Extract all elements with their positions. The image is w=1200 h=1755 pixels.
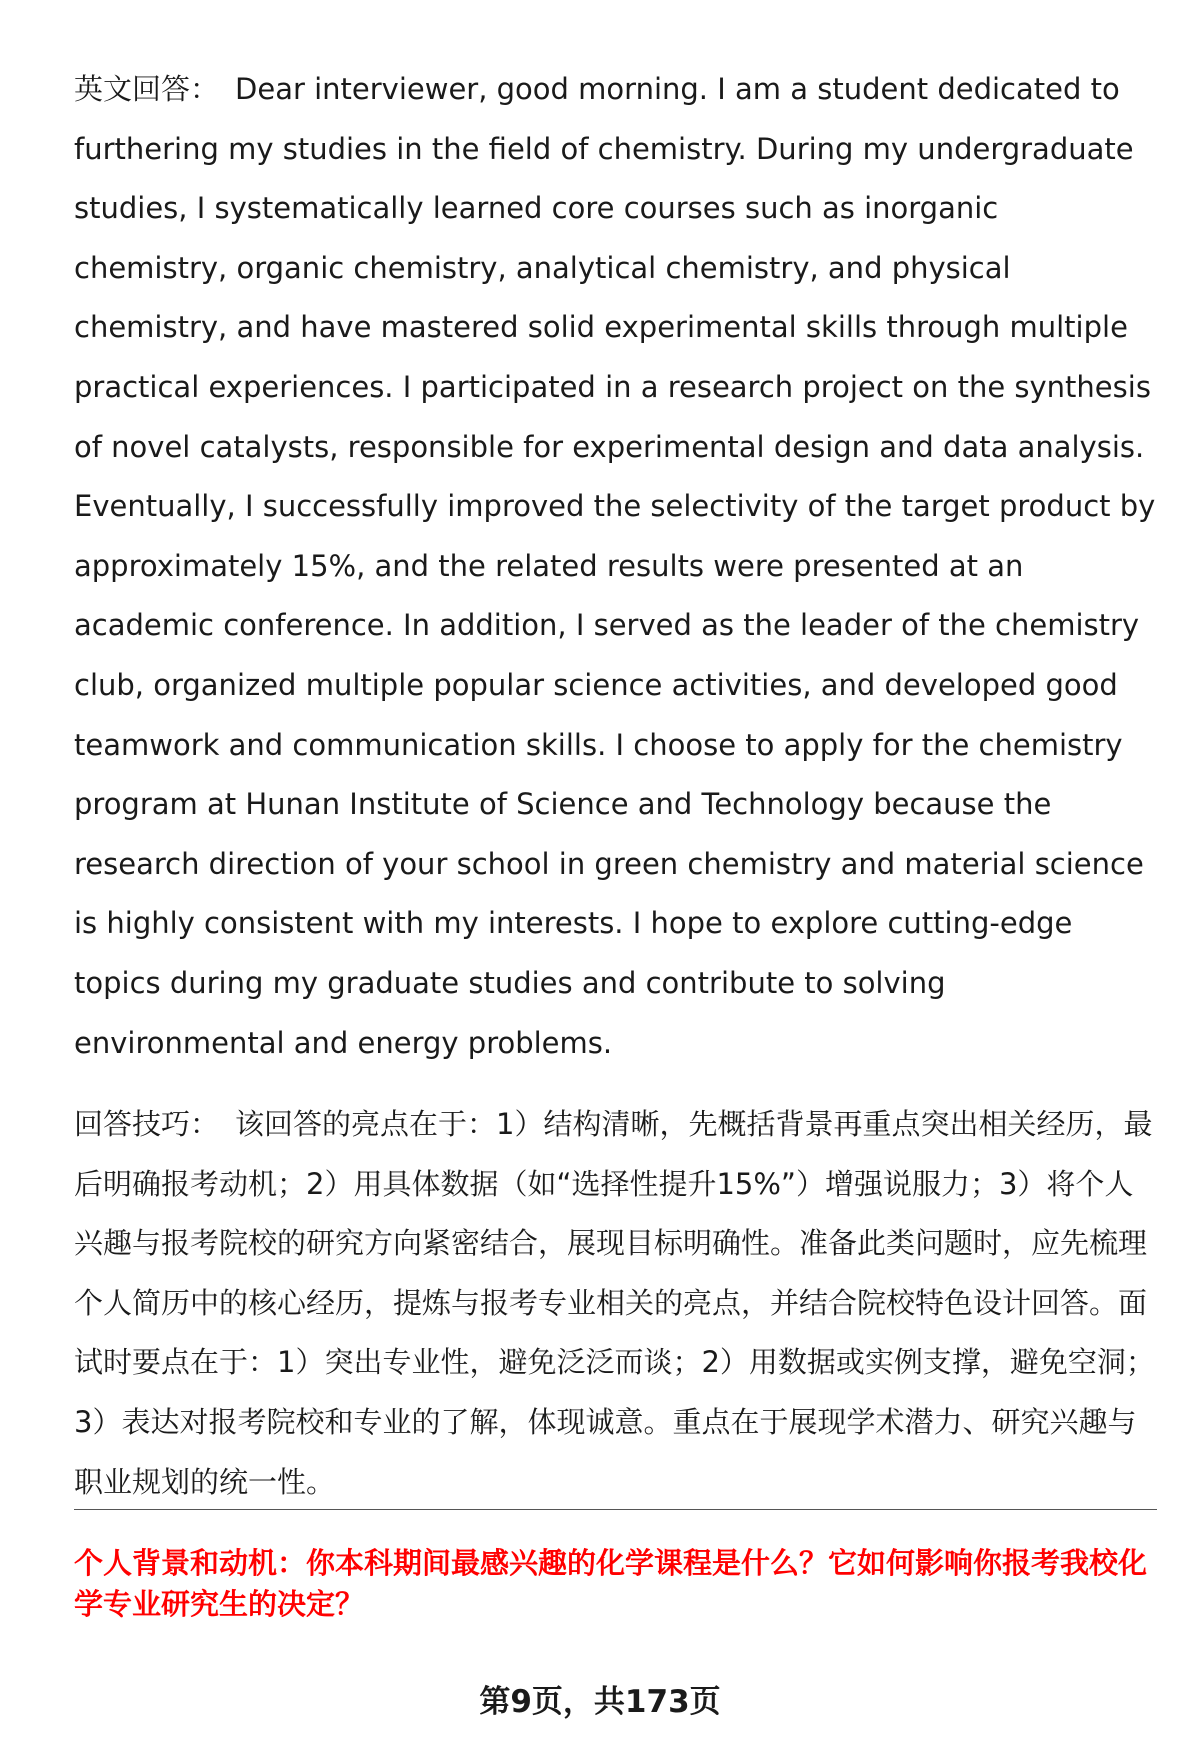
english-answer-label: 英文回答： <box>74 72 220 106</box>
english-answer-text: Dear interviewer, good morning. I am a student dedicated to furthering my studies in the field of chemistry. During my undergraduate studies, I systematically learned core courses such as inorganic chemistry, organic chemistry, analytical chemistry, and physical chemistry, and have mastered solid experimental skills through multiple practical experiences. I participated in a research project on the synthesis of novel catalysts, responsible for experimental design and data analysis. Eventually, I successfully improved the selectivity of the target product by approximately 15%, and the related results were presented at an academic conference. In addition, I served as the leader of the chemistry club, organized multiple popular science activities, and developed good teamwork and communication skills. I choose to apply for the chemistry program at Hunan Institute of Science and Technology because the research direction of your school in green chemistry and material science is highly consistent with my interests. I hope to explore cutting-edge topics during my graduate studies and contribute to solving environmental and energy problems. <box>74 72 1156 1060</box>
page-number-footer: 第9页，共173页 <box>479 1684 721 1720</box>
page-content <box>74 60 1160 1512</box>
english-answer-paragraph <box>74 60 1160 1073</box>
section-divider <box>74 1509 1157 1510</box>
answer-tips-label: 回答技巧： <box>74 1107 220 1142</box>
answer-tips-paragraph <box>74 1095 1160 1512</box>
answer-tips-text: 该回答的亮点在于：1）结构清晰，先概括背景再重点突出相关经历，最后明确报考动机；2）用具体数据（如“选择性提升15%”）增强说服力；3）将个人兴趣与报考院校的研究方向紧密结合，展现目标明确性。准备此类问题时，应先梳理个人简历中的核心经历，提炼与报考专业相关的亮点，并结合院校特色设计回答。面试时要点在于：1）突出专业性，避免泛泛而谈；2）用数据或实例支撑，避免空洞；3）表达对报考院校和专业的了解，体现诚意。重点在于展现学术潜力、研究兴趣与职业规划的统一性。 <box>74 1107 1155 1499</box>
next-question-heading: 个人背景和动机：你本科期间最感兴趣的化学课程是什么？它如何影响你报考我校化学专业研究生的决定？ <box>74 1546 1148 1621</box>
